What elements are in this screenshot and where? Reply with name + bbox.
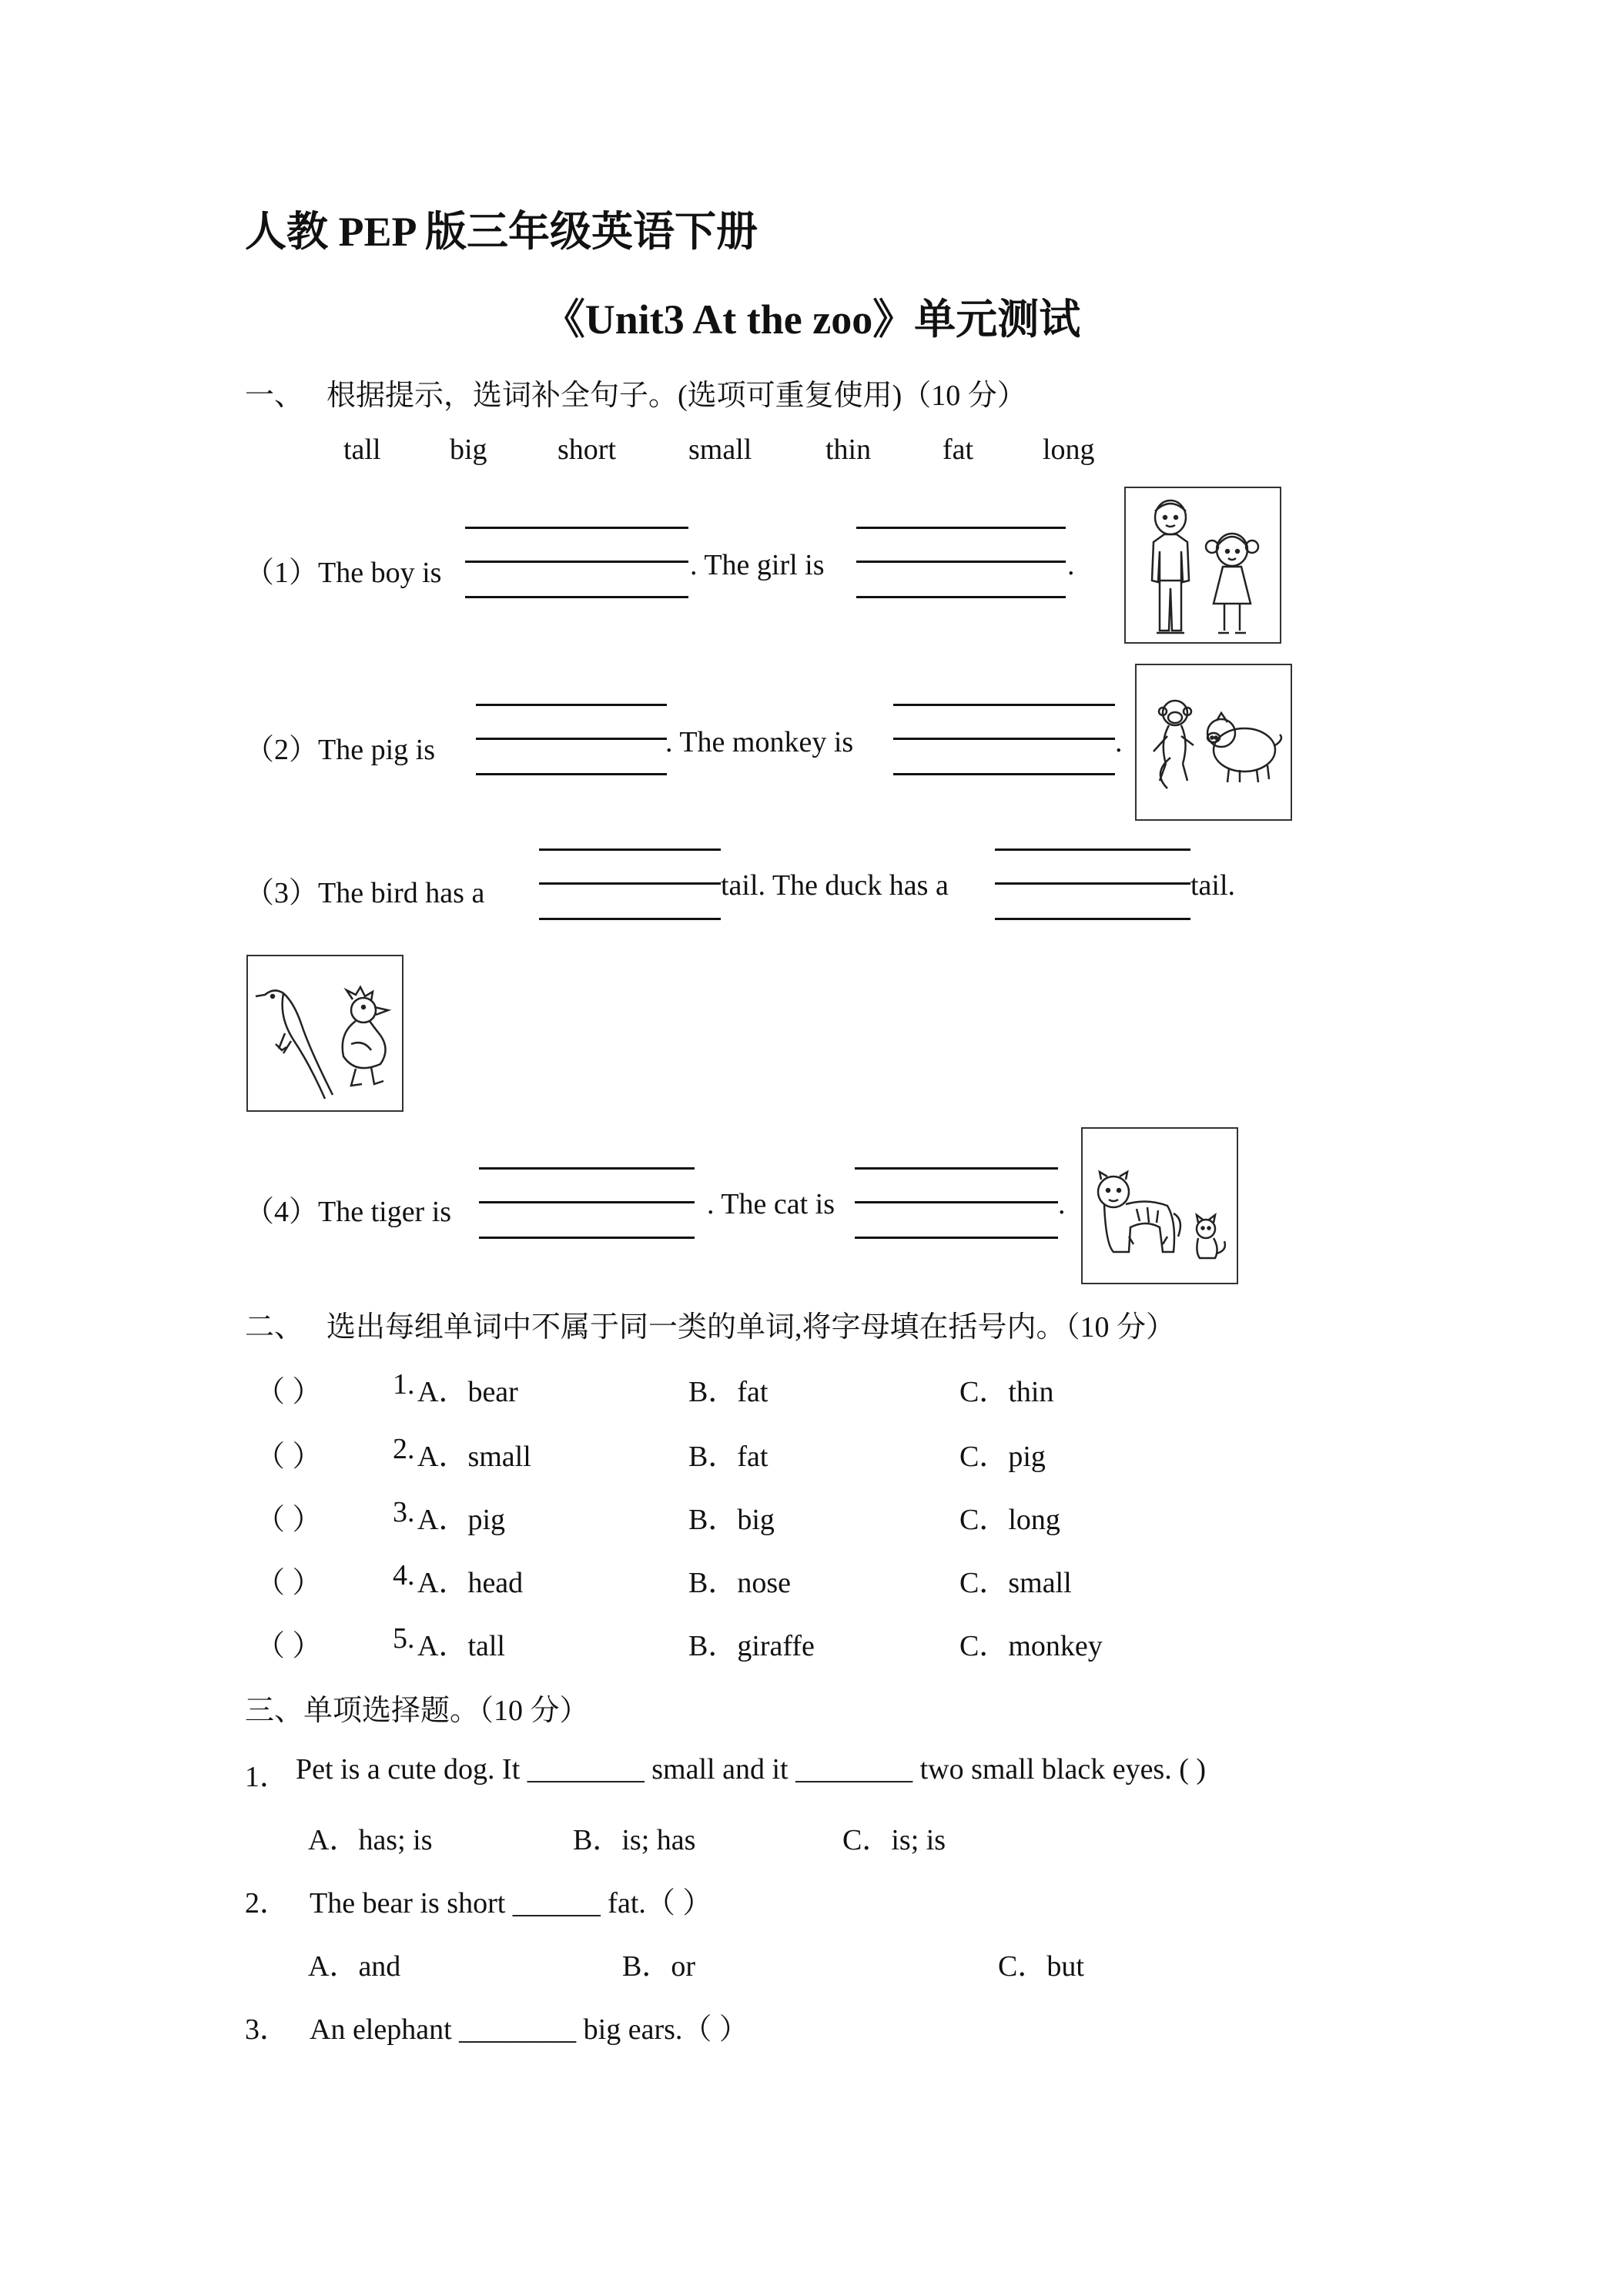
sub-title: 《Unit3 At the zoo》单元测试 [543,296,1081,343]
option-a: A．tall [417,1630,505,1662]
question-number: 2. [393,1433,415,1465]
item3-prefix: （3）The bird has a [245,877,485,909]
item4-middle: . The cat is [707,1188,835,1220]
option-c: C．monkey [959,1630,1103,1662]
word-bank-item: thin [825,433,872,466]
answer-parentheses[interactable]: （ ） [256,1376,322,1408]
option-b: B．giraffe [688,1630,815,1662]
section2-heading: 选出每组单词中不属于同一类的单词,将字母填在括号内。（10 分） [326,1311,1176,1344]
monkey-pig-picture [1135,664,1292,821]
option-a: A．pig [417,1504,506,1536]
option-a: A．head [417,1567,524,1599]
item4-prefix: （4）The tiger is [245,1196,452,1228]
option-a: A．bear [417,1376,518,1408]
main-title: 人教 PEP 版三年级英语下册 [245,209,758,255]
option-c: C．thin [959,1376,1054,1408]
item1-prefix: （1）The boy is [245,557,442,589]
option-b: B．or [622,1950,696,1983]
question-text: An elephant ________ big ears.（ ） [310,2013,748,2046]
item2-suffix: . [1115,726,1123,758]
option-b: B．fat [688,1441,768,1473]
option-c: C．long [959,1504,1060,1536]
option-b: B．big [688,1504,775,1536]
item1-middle: . The girl is [690,549,825,581]
question-number: 1. [393,1368,415,1401]
option-c: C．pig [959,1441,1046,1473]
word-bank-item: long [1043,433,1095,466]
option-b: B．is; has [573,1824,696,1856]
question-number: 5. [393,1622,415,1655]
answer-parentheses[interactable]: （ ） [256,1567,322,1599]
question-number: 3. [393,1496,415,1528]
question-text: The bear is short ______ fat.（ ） [310,1887,712,1919]
item1-suffix: . [1067,549,1075,581]
item3-middle: tail. The duck has a [721,869,949,902]
option-a: A．and [308,1950,401,1983]
section1-heading: 根据提示，选词补全句子。(选项可重复使用)（10 分） [326,380,1026,412]
item3-suffix: tail. [1190,869,1236,902]
question-text: Pet is a cute dog. It ________ small and it ________ two small black eyes. ( ) [296,1753,1207,1786]
word-bank-item: small [688,433,752,466]
tiger-cat-picture [1081,1127,1238,1284]
item2-prefix: （2）The pig is [245,734,435,766]
option-c: C．but [998,1950,1084,1983]
option-c: C．small [959,1567,1072,1599]
section1-number: 一、 [245,380,304,412]
option-b: B．fat [688,1376,768,1408]
question-number: 4. [393,1559,415,1591]
section2-number: 二、 [245,1311,304,1344]
bird-duck-picture [246,955,403,1112]
option-a: A．has; is [308,1824,433,1856]
word-bank-item: tall [343,433,381,466]
question-number: 3． [245,2013,290,2046]
word-bank-item: short [558,433,616,466]
item4-suffix: . [1058,1188,1066,1220]
option-a: A．small [417,1441,531,1473]
word-bank-item: big [450,433,487,466]
boy-girl-picture [1124,487,1281,644]
answer-parentheses[interactable]: （ ） [256,1504,322,1536]
question-number: 2． [245,1887,290,1919]
section3-heading: 三、单项选择题。（10 分） [245,1695,589,1727]
answer-parentheses[interactable]: （ ） [256,1630,322,1662]
option-b: B．nose [688,1567,792,1599]
question-number: 1． [245,1761,290,1793]
option-c: C．is; is [842,1824,946,1856]
word-bank-item: fat [943,433,974,466]
answer-parentheses[interactable]: （ ） [256,1441,322,1473]
item2-middle: . The monkey is [665,726,854,758]
